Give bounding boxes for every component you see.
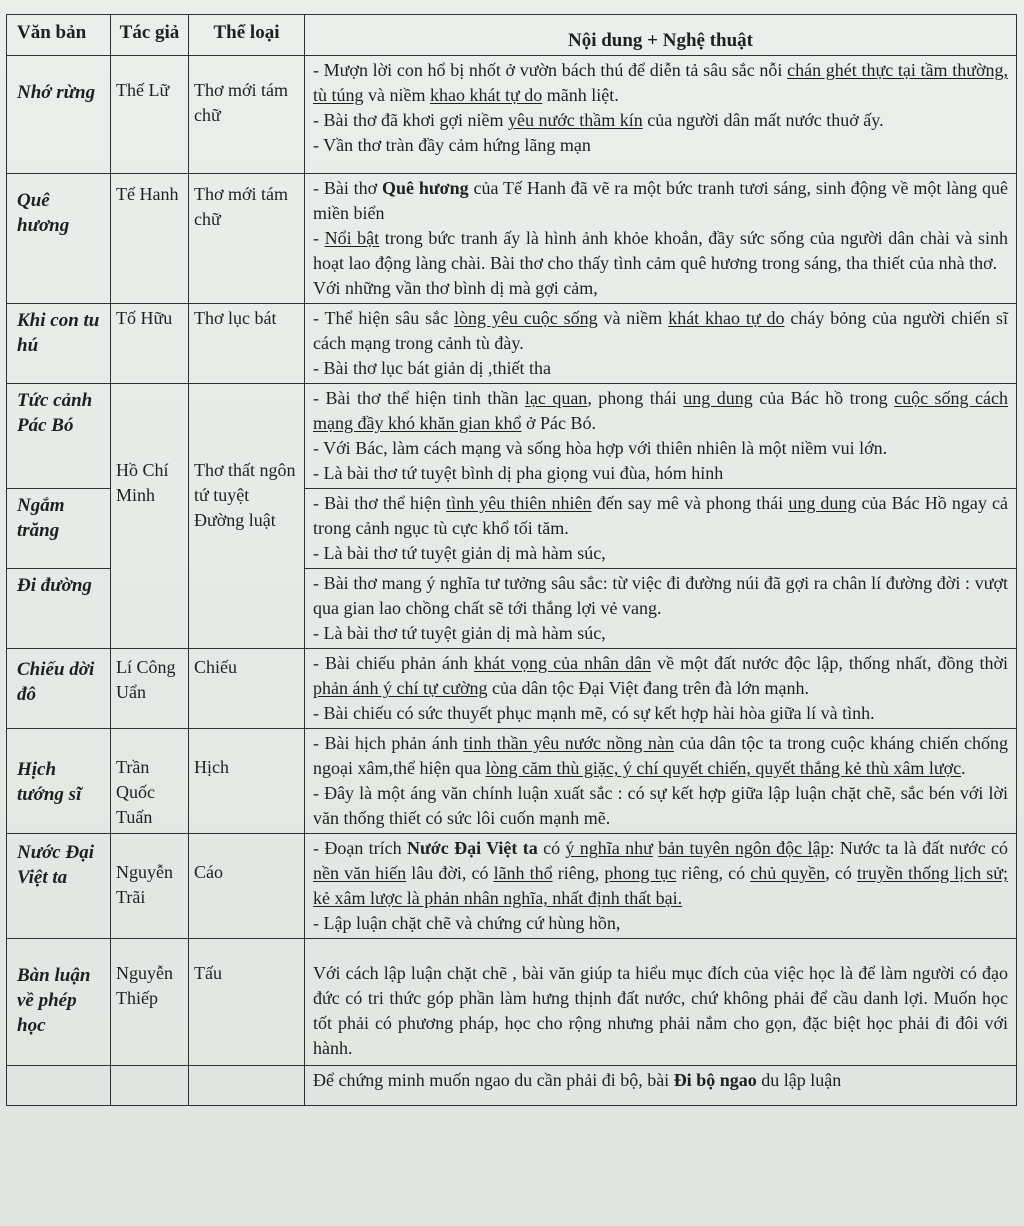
hcm-author: Hồ Chí Minh bbox=[111, 384, 189, 649]
work-title: Tức cảnh Pác Bó bbox=[17, 390, 93, 436]
work-content: - Bài thơ mang ý nghĩa tư tưởng sâu sắc: từ việc đi đường núi đã gợi ra chân lí đường đời : vượt qua gian lao chồng chất sẽ tới thắng lợi vẻ vang. - Là bài thơ tứ tuyệt giản dị mà hàm súc, bbox=[305, 569, 1017, 649]
table-row bbox=[7, 384, 1017, 489]
header-genre: Thể loại bbox=[189, 15, 305, 56]
work-title: Hịch tướng sĩ bbox=[17, 759, 82, 805]
table-row bbox=[7, 304, 1017, 384]
work-title: Khi con tu hú bbox=[17, 310, 100, 356]
work-genre: Cáo bbox=[189, 834, 305, 939]
work-content: Để chứng minh muốn ngao du cần phải đi bộ, bài Đi bộ ngao du lập luận bbox=[305, 1066, 1017, 1106]
work-title: Nước Đại Việt ta bbox=[17, 842, 94, 888]
work-content: - Bài chiếu phản ánh khát vọng của nhân dân về một đất nước độc lập, thống nhất, đồng thời phản ánh ý chí tự cường của dân tộc Đại Việt đang trên đà lớn mạnh. - Bài chiếu có sức thuyết phục mạnh mẽ, có sự kết hợp hài hòa giữa lí và tình. bbox=[305, 649, 1017, 729]
table-row bbox=[7, 1066, 1017, 1106]
header-title: Văn bản bbox=[7, 15, 111, 56]
header-content: Nội dung + Nghệ thuật bbox=[305, 15, 1017, 56]
table-row bbox=[7, 649, 1017, 729]
work-title: Chiếu dời đô bbox=[17, 659, 95, 705]
work-content: - Bài thơ Quê hương của Tế Hanh đã vẽ ra một bức tranh tươi sáng, sinh động về một làng quê miền biển - Nổi bật trong bức tranh ấy là hình ảnh khỏe khoắn, đầy sức sống của người dân chài và sinh hoạt lao động làng chài. Bài thơ cho thấy tình cảm quê hương trong sáng, tha thiết của nhà thơ. Với những vần thơ bình dị mà gợi cảm, bbox=[305, 174, 1017, 304]
work-content: - Thể hiện sâu sắc lòng yêu cuộc sống và niềm khát khao tự do cháy bỏng của người chiến sĩ cách mạng trong cảnh tù đày. - Bài thơ lục bát giản dị ,thiết tha bbox=[305, 304, 1017, 384]
work-title: Nhớ rừng bbox=[17, 82, 96, 103]
work-genre: Thơ mới tám chữ bbox=[189, 174, 305, 304]
table-row bbox=[7, 56, 1017, 174]
work-content: - Đoạn trích Nước Đại Việt ta có ý nghĩa như bản tuyên ngôn độc lập: Nước ta là đất nước có nền văn hiến lâu đời, có lãnh thổ riêng, phong tục riêng, có chủ quyền, có truyền thống lịch sử; kẻ xâm lược là phản nhân nghĩa, nhất định thất bại. - Lập luận chặt chẽ và chứng cứ hùng hồn, bbox=[305, 834, 1017, 939]
work-genre: Hịch bbox=[189, 729, 305, 834]
table-row bbox=[7, 939, 1017, 1066]
work-genre: Tấu bbox=[189, 939, 305, 1066]
work-content: - Bài hịch phản ánh tinh thần yêu nước nồng nàn của dân tộc ta trong cuộc kháng chiến chống ngoại xâm,thể hiện qua lòng căm thù giặc, ý chí quyết chiến, quyết thắng kẻ thù xâm lược. - Đây là một áng văn chính luận xuất sắc : có sự kết hợp giữa lập luận chặt chẽ, sắc bén với lời văn thống thiết có sức lôi cuốn mạnh mẽ. bbox=[305, 729, 1017, 834]
work-author: Trần Quốc Tuấn bbox=[111, 729, 189, 834]
table-row bbox=[7, 729, 1017, 834]
work-title: Ngắm trăng bbox=[17, 495, 65, 541]
work-author: Tế Hanh bbox=[111, 174, 189, 304]
work-author: Nguyễn Thiếp bbox=[111, 939, 189, 1066]
hcm-genre: Thơ thất ngôn tứ tuyệt Đường luật bbox=[189, 384, 305, 649]
work-content: - Mượn lời con hổ bị nhốt ở vườn bách thú để diễn tả sâu sắc nỗi chán ghét thực tại tầm thường, tù túng và niềm khao khát tự do mãnh liệt. - Bài thơ đã khơi gợi niềm yêu nước thầm kín của người dân mất nước thuở ấy. - Vần thơ tràn đầy cảm hứng lãng mạn bbox=[305, 56, 1017, 174]
work-content: - Bài thơ thể hiện tình yêu thiên nhiên đến say mê và phong thái ung dung của Bác Hồ ngay cả trong cảnh ngục tù cực khổ tối tăm. - Là bài thơ tứ tuyệt giản dị mà hàm súc, bbox=[305, 489, 1017, 569]
work-author: Thế Lữ bbox=[111, 56, 189, 174]
work-content: - Bài thơ thể hiện tinh thần lạc quan, phong thái ung dung của Bác hồ trong cuộc sống cách mạng đầy khó khăn gian khổ ở Pác Bó. - Với Bác, làm cách mạng và sống hòa hợp với thiên nhiên là một niềm vui lớn. - Là bài thơ tứ tuyệt bình dị pha giọng vui đùa, hóm hỉnh bbox=[305, 384, 1017, 489]
literature-summary-table bbox=[6, 14, 1017, 1106]
header-author: Tác giả bbox=[111, 15, 189, 56]
work-author: Tố Hữu bbox=[111, 304, 189, 384]
work-title: Đi đường bbox=[17, 575, 92, 596]
table-row bbox=[7, 834, 1017, 939]
table-row bbox=[7, 174, 1017, 304]
work-content: Với cách lập luận chặt chẽ , bài văn giúp ta hiểu mục đích của việc học là để làm người có đạo đức có tri thức góp phần làm hưng thịnh đất nước, chứ không phải để cầu danh lợi. Muốn học tốt phải có phương pháp, học cho rộng nhưng phải nắm cho gọn, đặc biệt học phải đi đôi với hành. bbox=[305, 939, 1017, 1066]
work-author: Nguyễn Trãi bbox=[111, 834, 189, 939]
work-genre: Chiếu bbox=[189, 649, 305, 729]
work-author: Lí Công Uẩn bbox=[111, 649, 189, 729]
work-title: Bàn luận về phép học bbox=[17, 965, 91, 1036]
work-genre: Thơ lục bát bbox=[189, 304, 305, 384]
work-genre: Thơ mới tám chữ bbox=[189, 56, 305, 174]
header-row bbox=[7, 15, 1017, 56]
work-title: Quê hương bbox=[17, 190, 70, 236]
